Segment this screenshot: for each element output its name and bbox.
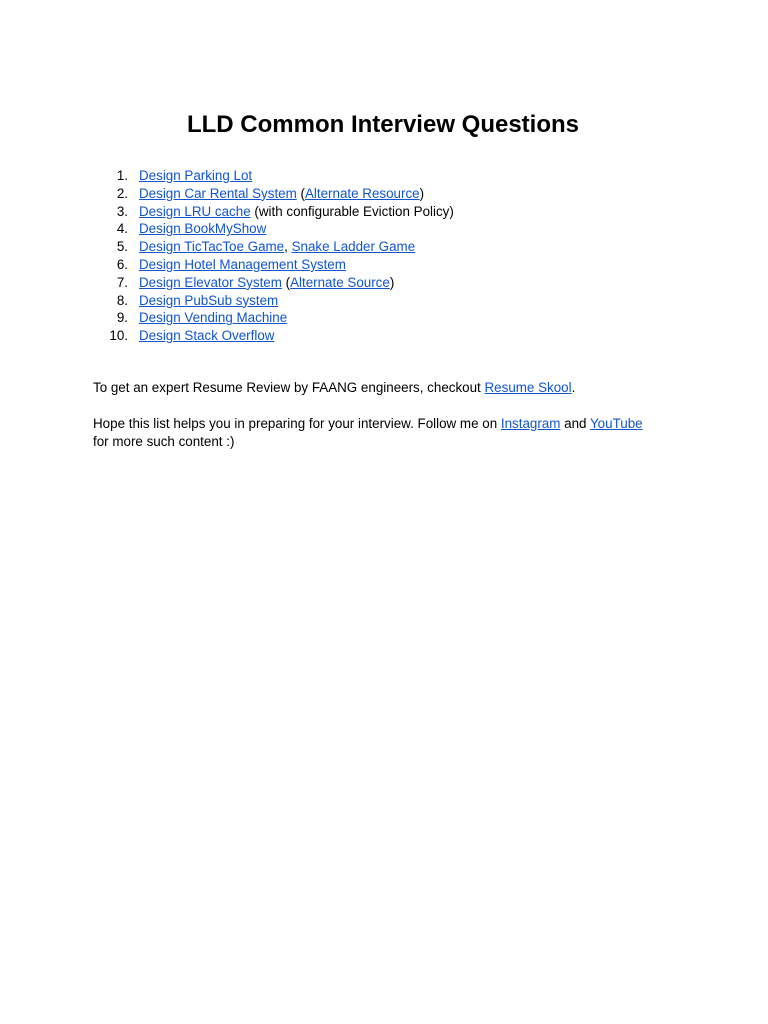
- link-elevator-system[interactable]: Design Elevator System: [139, 274, 282, 290]
- list-number: 5.: [116, 239, 128, 255]
- list-item: [93, 256, 454, 274]
- link-stack-overflow[interactable]: Design Stack Overflow: [139, 328, 275, 344]
- link-hotel-management[interactable]: Design Hotel Management System: [139, 256, 346, 272]
- link-pubsub-system[interactable]: Design PubSub system: [139, 292, 279, 308]
- list-item: [93, 167, 454, 185]
- link-youtube[interactable]: YouTube: [589, 416, 643, 431]
- follow-paragraph: [93, 415, 653, 451]
- list-number: 8.: [116, 292, 128, 308]
- list-number: 10.: [109, 328, 128, 344]
- list-item: [93, 309, 454, 327]
- link-alternate-source[interactable]: Alternate Source: [290, 274, 390, 290]
- follow-text: Hope this list helps you in preparing for your interview. Follow me on: [93, 416, 501, 431]
- link-car-rental[interactable]: Design Car Rental System: [139, 185, 297, 201]
- paren-close: ): [419, 185, 425, 201]
- list-item: [93, 238, 454, 256]
- link-snake-ladder[interactable]: Snake Ladder Game: [291, 239, 416, 255]
- item-separator: ,: [284, 239, 292, 255]
- link-lru-cache[interactable]: Design LRU cache: [139, 203, 251, 219]
- list-item: [93, 185, 454, 203]
- resume-paragraph: [93, 379, 653, 397]
- list-number: 9.: [116, 310, 128, 326]
- link-vending-machine[interactable]: Design Vending Machine: [139, 310, 288, 326]
- list-item: [93, 327, 454, 345]
- list-number: 1.: [116, 168, 128, 183]
- list-number: 6.: [116, 256, 128, 272]
- page-title: LLD Common Interview Questions: [186, 111, 580, 138]
- list-number: 3.: [116, 203, 128, 219]
- paren-open: (: [296, 185, 305, 201]
- question-list: [93, 167, 454, 345]
- list-number: 7.: [116, 274, 128, 290]
- resume-text: To get an expert Resume Review by FAANG engineers, checkout: [93, 380, 485, 395]
- item-note: (with configurable Eviction Policy): [250, 203, 454, 219]
- list-item: [93, 274, 454, 292]
- follow-and: and: [560, 416, 590, 431]
- paren-open: (: [281, 274, 291, 290]
- link-alternate-resource[interactable]: Alternate Resource: [304, 185, 420, 201]
- link-parking-lot[interactable]: Design Parking Lot: [139, 168, 253, 183]
- paren-close: ): [389, 274, 395, 290]
- link-tictactoe[interactable]: Design TicTacToe Game: [139, 239, 285, 255]
- list-item: [93, 220, 454, 238]
- list-number: 2.: [116, 185, 128, 201]
- resume-end: .: [571, 380, 576, 395]
- link-resume-skool[interactable]: Resume Skool: [484, 380, 572, 395]
- link-bookmyshow[interactable]: Design BookMyShow: [139, 221, 267, 237]
- list-item: [93, 292, 454, 310]
- list-number: 4.: [116, 221, 128, 237]
- follow-end: for more such content :): [93, 433, 235, 449]
- link-instagram[interactable]: Instagram: [500, 416, 561, 431]
- list-item: [93, 203, 454, 221]
